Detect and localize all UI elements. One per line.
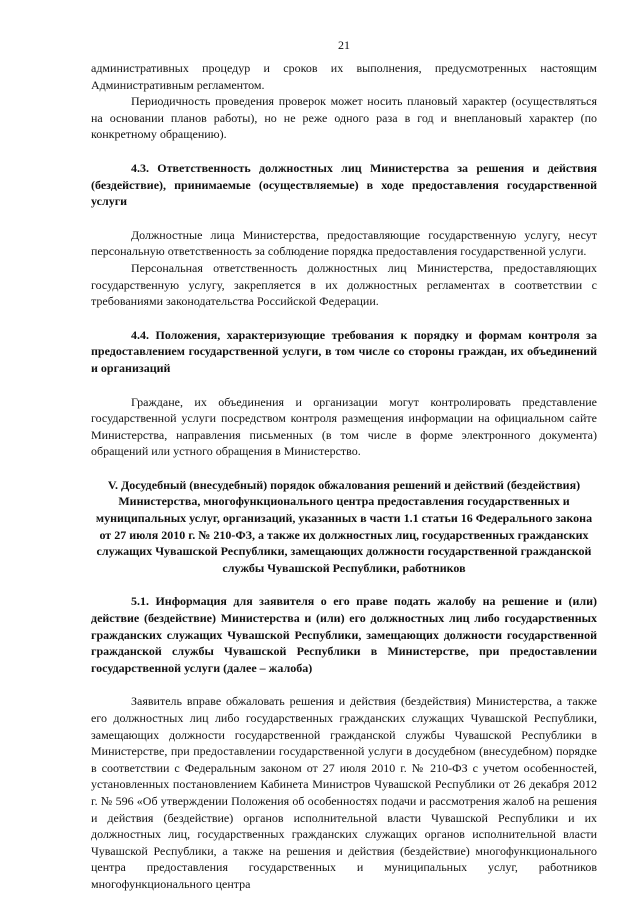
paragraph: административных процедур и сроков их выполнения, предусмотренных настоящим Административным регламентом. bbox=[91, 61, 597, 92]
paragraph: Периодичность проведения проверок может носить плановый характер (осуществляться на основании планов работы), но не реже одного раза в год и внеплановый характер (по конкретному обращению). bbox=[91, 94, 597, 142]
section-heading-4-4: 4.4. Положения, характеризующие требования к порядку и формам контроля за предоставлением государственной услуги, в том числе со стороны граждан, их объединений и организаций bbox=[91, 327, 597, 375]
section-heading-4-3: 4.3. Ответственность должностных лиц Министерства за решения и действия (бездействие), принимаемые (осуществляемые) в ходе предоставления государственной услуги bbox=[91, 160, 597, 209]
paragraph: Должностные лица Министерства, предоставляющие государственную услугу, несут персональную ответственность за соблюдение порядка предоставления государственной услуги. bbox=[91, 227, 597, 259]
page-number: 21 bbox=[338, 38, 350, 52]
paragraph: Заявитель вправе обжаловать решения и действия (бездействия) Министерства, а также его должностных лиц либо государственных гражданских служащих Чувашской Республики, замещающих должности государственной гражданской службы Чувашской Республики в Министерстве, при предоставлении государственной услуги в досудебном (внесудебном) порядке в соответствии с Федеральным законом от 27 июля 2010 г. № 210-ФЗ с учетом особенностей, установленных постановлением Кабинета Министров Чувашской Республики от 26 декабря 2012 г. № 596 «Об утверждении Положения об особенностях подачи и рассмотрения жалоб на решения и действия (бездействие) органов исполнительной власти Чувашской Республики и их должностных лиц, государственных гражданских служащих органов исполнительной власти Чувашской Республики, а также на решения и действия (бездействие) многофункционального центра предоставления государственных и муниципальных услуг, работников многофункционального центра bbox=[91, 694, 597, 891]
section-heading-5-1: 5.1. Информация для заявителя о его праве подать жалобу на решение и (или) действие (бездействие) Министерства и (или) его должностных лиц либо государственных гражданских служащих Чувашской Республики, замещающих должности государственной гражданской службы Чувашской Республики в Министерстве, при предоставлении государственной услуги (далее – жалоба) bbox=[91, 594, 597, 675]
chapter-heading-v: V. Досудебный (внесудебный) порядок обжалования решений и действий (бездействия) Министерства, многофункционального центра предоставления государственных и муниципальных услуг, организаций, указанных в части 1.1 статьи 16 Федерального закона от 27 июля 2010 г. № 210-ФЗ, а также их должностных лиц, государственных гражданских служащих Чувашской Республики, замещающих должности государственной гражданской службы Чувашской Республики, работников bbox=[95, 477, 593, 575]
paragraph: Граждане, их объединения и организации могут контролировать представление государственной услуги посредством контроля размещения информации на официальном сайте Министерства, направления письменных (в том числе в форме электронного документа) обращений или устного обращения в Министерство. bbox=[91, 394, 597, 459]
paragraph: Персональная ответственность должностных лиц Министерства, предоставляющих государственную услугу, закрепляется в их должностных регламентах в соответствии с требованиями законодательства Российской Федерации. bbox=[91, 260, 597, 309]
